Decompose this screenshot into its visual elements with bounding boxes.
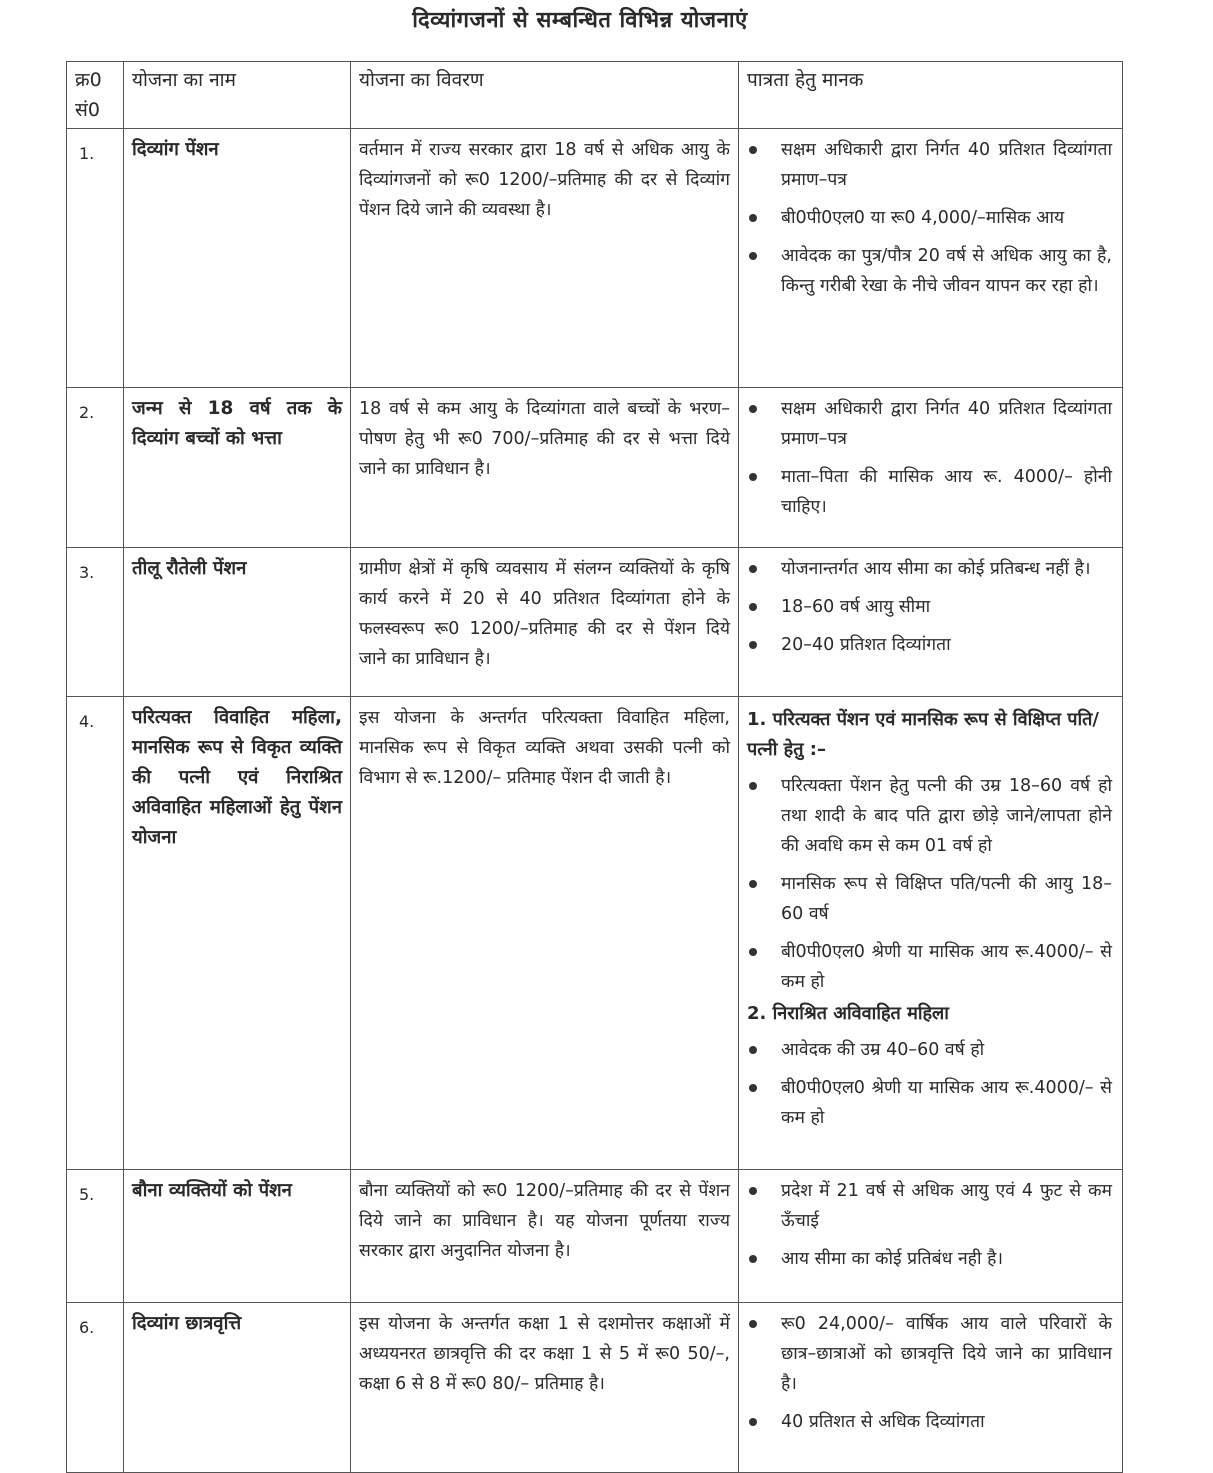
- bullet-icon: [749, 1255, 757, 1263]
- bullet-icon: [749, 948, 757, 956]
- scheme-name: परित्यक्त विवाहित महिला, मानसिक रूप से विकृत व्यक्ति की पत्नी एवं निराश्रित अविवाहित महिलाओं हेतु पेंशन योजना: [124, 697, 351, 1170]
- row-sno: 1.: [67, 129, 124, 388]
- table-header-row: [67, 62, 1123, 129]
- criteria-section-heading: 2. निराश्रित अविवाहित महिला: [747, 1003, 949, 1024]
- criteria-item: आवेदक का पुत्र/पौत्र 20 वर्ष से अधिक आयु का है, किन्तु गरीबी रेखा के नीचे जीवन यापन कर रहा हो।: [747, 241, 1112, 301]
- table-row: [67, 388, 1123, 548]
- bullet-icon: [749, 603, 757, 611]
- header-name: योजना का नाम: [124, 62, 351, 129]
- row-sno: 4.: [67, 697, 124, 1170]
- criteria-item: प्रदेश में 21 वर्ष से अधिक आयु एवं 4 फुट से कम ऊँचाई: [747, 1176, 1112, 1236]
- bullet-icon: [749, 880, 757, 888]
- criteria-item: रू0 24,000/– वार्षिक आय वाले परिवारों के छात्र–छात्राओं को छात्रवृत्ति दिये जाने का प्राविधान है।: [747, 1309, 1112, 1399]
- scheme-criteria: [739, 697, 1123, 1170]
- bullet-icon: [749, 782, 757, 790]
- row-sno: 3.: [67, 548, 124, 697]
- criteria-item: 18–60 वर्ष आयु सीमा: [747, 592, 1112, 622]
- bullet-icon: [749, 405, 757, 413]
- scheme-description: 18 वर्ष से कम आयु के दिव्यांगता वाले बच्चों के भरण–पोषण हेतु भी रू0 700/–प्रतिमाह की दर से भत्ता दिये जाने का प्राविधान है।: [351, 388, 739, 548]
- criteria-item: सक्षम अधिकारी द्वारा निर्गत 40 प्रतिशत दिव्यांगता प्रमाण–पत्र: [747, 394, 1112, 454]
- scheme-criteria: [739, 388, 1123, 548]
- criteria-item: परित्यक्ता पेंशन हेतु पत्नी की उम्र 18–60 वर्ष हो तथा शादी के बाद पति द्वारा छोड़े जाने/लापता होने की अवधि कम से कम 01 वर्ष हो: [747, 771, 1112, 861]
- table-row: [67, 548, 1123, 697]
- table-row: [67, 129, 1123, 388]
- header-sno: क्र0 सं0: [67, 62, 124, 129]
- scheme-criteria: [739, 129, 1123, 388]
- row-sno: 2.: [67, 388, 124, 548]
- bullet-icon: [749, 252, 757, 260]
- row-sno: 6.: [67, 1303, 124, 1473]
- bullet-icon: [749, 1187, 757, 1195]
- row-sno: 5.: [67, 1170, 124, 1303]
- scheme-criteria: [739, 1303, 1123, 1473]
- criteria-item: योजनान्तर्गत आय सीमा का कोई प्रतिबन्ध नहीं है।: [747, 554, 1112, 584]
- criteria-item: मानसिक रूप से विक्षिप्त पति/पत्नी की आयु 18–60 वर्ष: [747, 869, 1112, 929]
- scheme-description: ग्रामीण क्षेत्रों में कृषि व्यवसाय में संलग्न व्यक्तियों के कृषि कार्य करने में 20 से 40 प्रतिशत दिव्यांगता होने के फलस्वरूप रू0 1200/–प्रतिमाह की दर से पेंशन दिये जाने का प्राविधान है।: [351, 548, 739, 697]
- table-row: [67, 1303, 1123, 1473]
- table-row: [67, 697, 1123, 1170]
- scheme-criteria: [739, 548, 1123, 697]
- criteria-item: माता–पिता की मासिक आय रू. 4000/– होनी चाहिए।: [747, 462, 1112, 522]
- scheme-description: इस योजना के अन्तर्गत परित्यक्ता विवाहित महिला, मानसिक रूप से विकृत व्यक्ति अथवा उसकी पत्नी को विभाग से रू.1200/– प्रतिमाह पेंशन दी जाती है।: [351, 697, 739, 1170]
- criteria-item: सक्षम अधिकारी द्वारा निर्गत 40 प्रतिशत दिव्यांगता प्रमाण–पत्र: [747, 135, 1112, 195]
- bullet-icon: [749, 565, 757, 573]
- header-criteria: पात्रता हेतु मानक: [739, 62, 1123, 129]
- bullet-icon: [749, 1320, 757, 1328]
- scheme-description: इस योजना के अन्तर्गत कक्षा 1 से दशमोत्तर कक्षाओं में अध्ययनरत छात्रवृत्ति की दर कक्षा 1 से 5 में रू0 50/–, कक्षा 6 से 8 में रू0 80/– प्रतिमाह है।: [351, 1303, 739, 1473]
- bullet-icon: [749, 214, 757, 222]
- bullet-icon: [749, 473, 757, 481]
- criteria-item: बी0पी0एल0 श्रेणी या मासिक आय रू.4000/– से कम हो: [747, 1073, 1112, 1133]
- criteria-section-heading: 1. परित्यक्त पेंशन एवं मानसिक रूप से विक्षिप्त पति/पत्नी हेतु :–: [747, 709, 1099, 760]
- scheme-description: वर्तमान में राज्य सरकार द्वारा 18 वर्ष से अधिक आयु के दिव्यांगजनों को रू0 1200/–प्रतिमाह की दर से दिव्यांग पेंशन दिये जाने की व्यवस्था है।: [351, 129, 739, 388]
- criteria-item: आवेदक की उम्र 40–60 वर्ष हो: [747, 1035, 1112, 1065]
- scheme-name: जन्म से 18 वर्ष तक के दिव्यांग बच्चों को भत्ता: [124, 388, 351, 548]
- table-row: [67, 1170, 1123, 1303]
- header-description: योजना का विवरण: [351, 62, 739, 129]
- criteria-item: बी0पी0एल0 श्रेणी या मासिक आय रू.4000/– से कम हो: [747, 937, 1112, 997]
- criteria-item: आय सीमा का कोई प्रतिबंध नही है।: [747, 1244, 1112, 1274]
- schemes-table: [66, 61, 1123, 1473]
- scheme-name: दिव्यांग छात्रवृत्ति: [124, 1303, 351, 1473]
- bullet-icon: [749, 1084, 757, 1092]
- page-title: दिव्यांगजनों से सम्बन्धित विभिन्न योजनाएं: [412, 8, 748, 33]
- bullet-icon: [749, 1046, 757, 1054]
- bullet-icon: [749, 1418, 757, 1426]
- scheme-name: तीलू रौतेली पेंशन: [124, 548, 351, 697]
- scheme-criteria: [739, 1170, 1123, 1303]
- criteria-item: बी0पी0एल0 या रू0 4,000/–मासिक आय: [747, 203, 1112, 233]
- bullet-icon: [749, 641, 757, 649]
- scheme-name: बौना व्यक्तियों को पेंशन: [124, 1170, 351, 1303]
- criteria-item: 40 प्रतिशत से अधिक दिव्यांगता: [747, 1407, 1112, 1437]
- bullet-icon: [749, 146, 757, 154]
- scheme-description: बौना व्यक्तियों को रू0 1200/–प्रतिमाह की दर से पेंशन दिये जाने का प्राविधान है। यह योजना पूर्णतया राज्य सरकार द्वारा अनुदानित योजना है।: [351, 1170, 739, 1303]
- scheme-name: दिव्यांग पेंशन: [124, 129, 351, 388]
- criteria-item: 20–40 प्रतिशत दिव्यांगता: [747, 630, 1112, 660]
